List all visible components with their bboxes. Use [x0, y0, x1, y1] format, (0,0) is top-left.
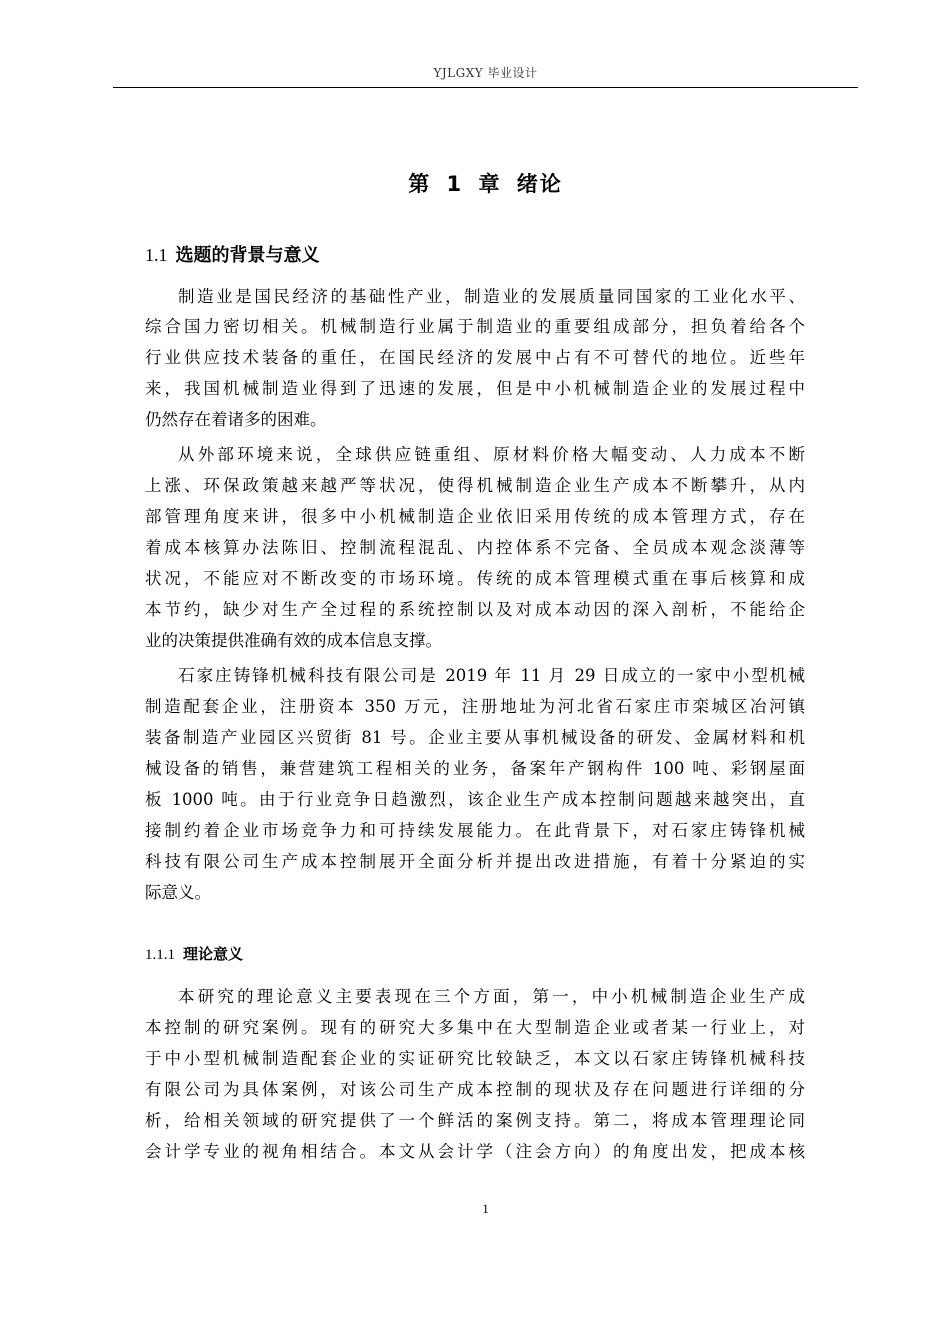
paragraph-line: 有限公司为具体案例，对该公司生产成本控制的现状及存在问题进行详细的分	[145, 1080, 805, 1099]
page-number: 1	[482, 1201, 489, 1216]
paragraph-line: 本研究的理论意义主要表现在三个方面，第一，中小机械制造企业生产成	[178, 987, 805, 1006]
paragraph-line: 科技有限公司生产成本控制展开全面分析并提出改进措施，有着十分紧迫的实	[145, 852, 805, 871]
paragraph-line: 仍然存在着诸多的困难。	[145, 410, 327, 429]
section-number: 1.1.1	[145, 947, 175, 963]
paragraph-line: 板 1000 吨。由于行业竞争日趋激烈，该企业生产成本控制问题越来越突出，直	[145, 790, 805, 809]
paragraph-line: 际意义。	[145, 883, 211, 902]
paragraph-line: 本控制的研究案例。现有的研究大多集中在大型制造企业或者某一行业上，对	[145, 1018, 805, 1037]
section-heading-1-1-1	[145, 943, 243, 964]
paragraph-line: 制造业是国民经济的基础性产业，制造业的发展质量同国家的工业化水平、	[178, 287, 805, 306]
section-heading-1-1	[145, 241, 320, 267]
paragraph-line: 来，我国机械制造业得到了迅速的发展，但是中小机械制造企业的发展过程中	[145, 379, 805, 398]
paragraph-line: 械设备的销售，兼营建筑工程相关的业务，备案年产钢构件 100 吨、彩钢屋面	[145, 759, 805, 778]
page-header: YJLGXY 毕业设计	[433, 66, 538, 80]
paragraph-line: 本节约，缺少对生产全过程的系统控制以及对成本动因的深入剖析，不能给企	[145, 600, 805, 619]
paragraph-line: 行业供应技术装备的重任，在国民经济的发展中占有不可替代的地位。近些年	[145, 348, 805, 367]
paragraph-line: 状况，不能应对不断改变的市场环境。传统的成本管理模式重在事后核算和成	[145, 569, 805, 588]
paragraph-line: 上涨、环保政策越来越严等状况，使得机械制造企业生产成本不断攀升，从内	[145, 476, 805, 495]
paragraph-line: 会计学专业的视角相结合。本文从会计学（注会方向）的角度出发，把成本核	[145, 1142, 805, 1161]
chapter-title: 第 1 章 绪论	[408, 172, 563, 196]
section-title: 理论意义	[183, 945, 244, 963]
paragraph-line: 业的决策提供准确有效的成本信息支撑。	[145, 631, 442, 650]
paragraph-line: 部管理角度来讲，很多中小机械制造企业依旧采用传统的成本管理方式，存在	[145, 507, 805, 526]
section-number: 1.1	[145, 245, 168, 265]
header-rule	[113, 87, 858, 88]
paragraph-line: 从外部环境来说，全球供应链重组、原材料价格大幅变动、人力成本不断	[178, 445, 805, 464]
paragraph-line: 接制约着企业市场竞争力和可持续发展能力。在此背景下，对石家庄铸锋机械	[145, 821, 805, 840]
paragraph-line: 石家庄铸锋机械科技有限公司是 2019 年 11 月 29 日成立的一家中小型机械	[178, 666, 805, 685]
paragraph-line: 析，给相关领域的研究提供了一个鲜活的案例支持。第二，将成本管理理论同	[145, 1111, 805, 1130]
paragraph-line: 装备制造产业园区兴贸街 81 号。企业主要从事机械设备的研发、金属材料和机	[145, 728, 805, 747]
section-title: 选题的背景与意义	[175, 245, 320, 266]
paragraph-line: 综合国力密切相关。机械制造行业属于制造业的重要组成部分，担负着给各个	[145, 317, 805, 336]
paragraph-line: 制造配套企业，注册资本 350 万元，注册地址为河北省石家庄市栾城区冶河镇	[145, 697, 805, 716]
paragraph-line: 于中小型机械制造配套企业的实证研究比较缺乏，本文以石家庄铸锋机械科技	[145, 1049, 805, 1068]
paragraph-line: 着成本核算办法陈旧、控制流程混乱、内控体系不完备、全员成本观念淡薄等	[145, 538, 805, 557]
